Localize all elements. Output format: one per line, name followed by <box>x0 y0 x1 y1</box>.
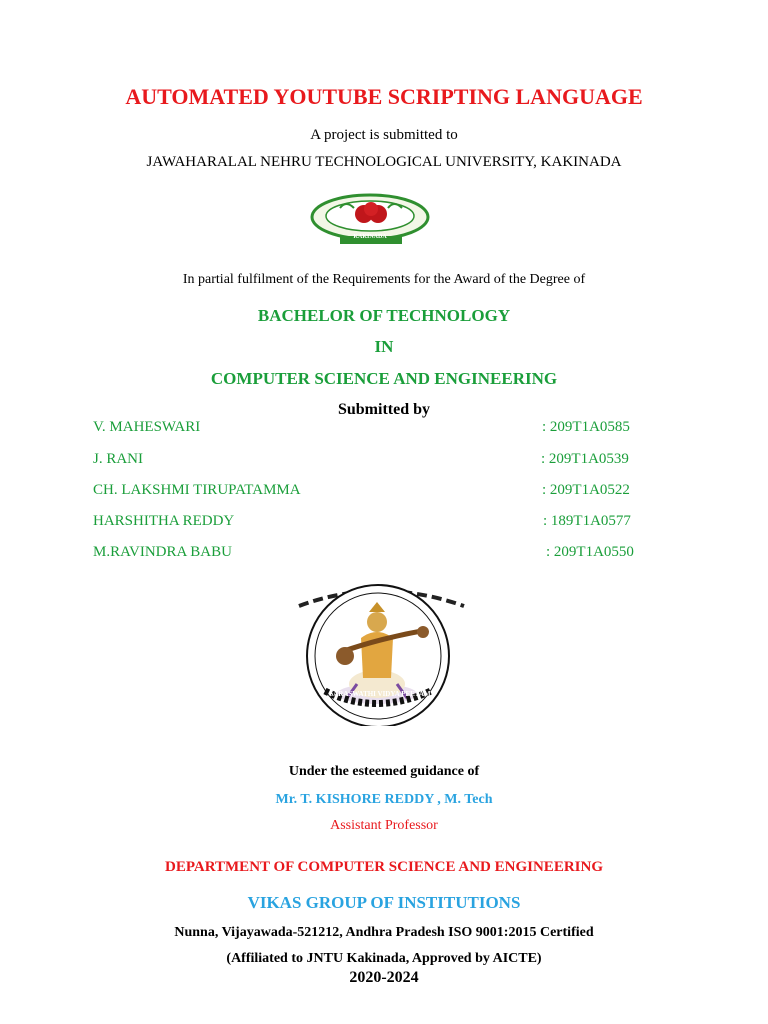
degree-name: BACHELOR OF TECHNOLOGY <box>257 306 511 325</box>
student-roll: : 209T1A0539 <box>541 451 629 467</box>
institution-name: VIKAS GROUP OF INSTITUTIONS <box>247 893 521 912</box>
degree-in: IN <box>374 337 394 356</box>
institution-address: Nunna, Vijayawada-521212, Andhra Pradesh ISO 9001:2015 Certified <box>174 925 594 940</box>
student-roll: : 209T1A0550 <box>546 544 634 560</box>
department-name: DEPARTMENT OF COMPUTER SCIENCE AND ENGINEERING <box>165 859 603 875</box>
student-name: CH. LAKSHMI TIRUPATAMMA <box>93 482 301 498</box>
student-roll: : 209T1A0522 <box>542 482 630 498</box>
jntu-logo-text: KAKINADA <box>353 234 387 240</box>
guide-designation: Assistant Professor <box>330 818 438 833</box>
jntu-logo <box>300 190 475 252</box>
affiliation-line: (Affiliated to JNTU Kakinada, Approved by AICTE) <box>226 951 542 966</box>
partial-fulfilment-line: In partial fulfilment of the Requirements for the Award of the Degree of <box>182 272 586 287</box>
student-name: J. RANI <box>93 451 144 467</box>
college-logo <box>285 576 475 726</box>
student-name: HARSHITHA REDDY <box>93 513 235 529</box>
guide-name: Mr. T. KISHORE REDDY , M. Tech <box>275 792 493 807</box>
college-logo-text: SARASWATHI VIDYA PEETAM <box>329 690 431 698</box>
student-name: M.RAVINDRA BABU <box>93 544 232 560</box>
university-name: JAWAHARALAL NEHRU TECHNOLOGICAL UNIVERSITY, KAKINADA <box>146 154 622 170</box>
student-roll: : 209T1A0585 <box>542 419 630 435</box>
academic-years: 2020-2024 <box>349 969 419 986</box>
submitted-to-line: A project is submitted to <box>310 127 458 143</box>
submitted-by-heading: Submitted by <box>337 401 431 418</box>
student-roll: : 189T1A0577 <box>543 513 631 529</box>
branch-name: COMPUTER SCIENCE AND ENGINEERING <box>210 369 558 388</box>
guidance-line: Under the esteemed guidance of <box>288 764 480 779</box>
student-name: V. MAHESWARI <box>93 419 201 435</box>
project-title: AUTOMATED YOUTUBE SCRIPTING LANGUAGE <box>125 84 643 109</box>
